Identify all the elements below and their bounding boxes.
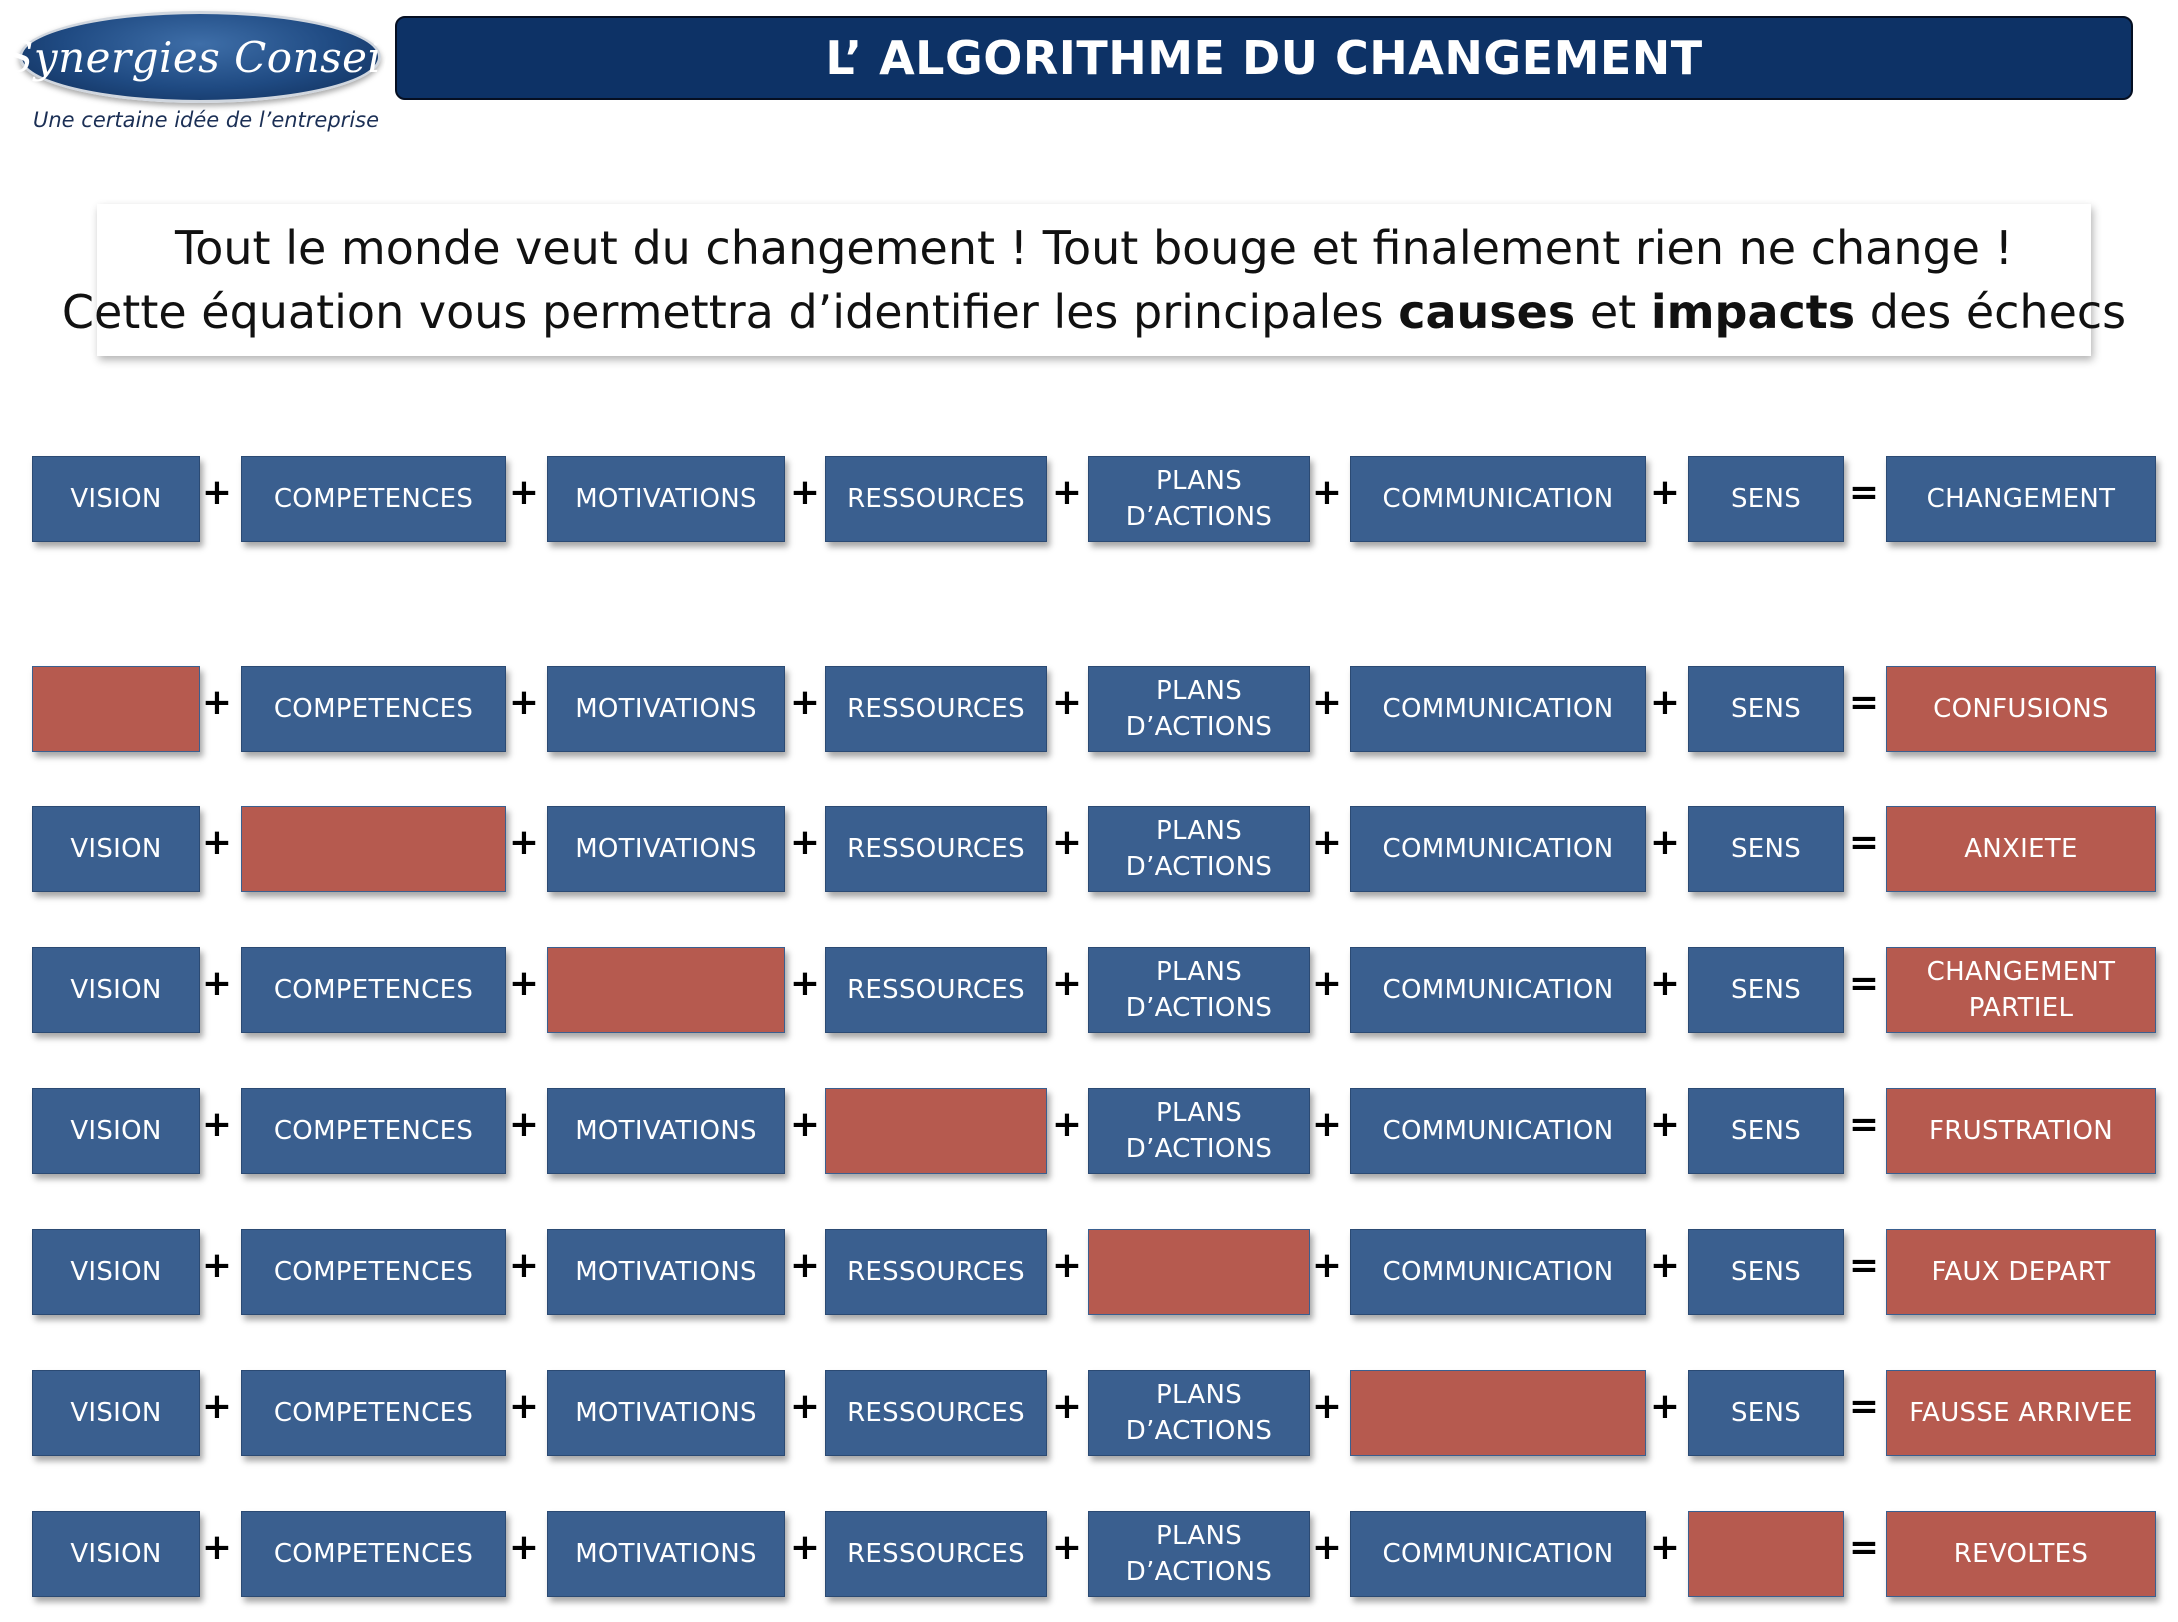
missing-competences-box xyxy=(241,806,506,892)
plus-operator: + xyxy=(201,1386,233,1427)
sens-box xyxy=(1688,666,1844,752)
plus-operator: + xyxy=(508,963,540,1004)
plus-operator: + xyxy=(789,1104,821,1145)
communication-box-label: COMMUNICATION xyxy=(1382,834,1614,864)
vision-box xyxy=(32,1511,200,1597)
plus-operator: + xyxy=(789,1527,821,1568)
plus-operator: + xyxy=(789,1386,821,1427)
plans-actions-box-label: PLANS D’ACTIONS xyxy=(1125,676,1273,742)
ressources-box xyxy=(825,1370,1047,1456)
motivations-box-label: MOTIVATIONS xyxy=(575,484,757,514)
sens-box-label: SENS xyxy=(1730,694,1802,724)
ressources-box xyxy=(825,1511,1047,1597)
plans-actions-box xyxy=(1088,1088,1310,1174)
competences-box xyxy=(241,456,506,542)
plus-operator: + xyxy=(789,822,821,863)
equals-operator: = xyxy=(1848,822,1880,863)
communication-box xyxy=(1350,1229,1646,1315)
sens-box-label: SENS xyxy=(1730,975,1802,1005)
sens-box-label: SENS xyxy=(1730,1116,1802,1146)
plus-operator: + xyxy=(1051,472,1083,513)
plus-operator: + xyxy=(201,963,233,1004)
vision-box-label: VISION xyxy=(70,1539,162,1569)
intro-line-2-mid: et xyxy=(1575,285,1651,339)
result-box xyxy=(1886,947,2156,1033)
motivations-box xyxy=(547,666,785,752)
plans-actions-box xyxy=(1088,666,1310,752)
result-box xyxy=(1886,1088,2156,1174)
intro-causes: causes xyxy=(1398,285,1576,339)
logo-name: Synergies Conseil xyxy=(4,32,396,82)
motivations-box xyxy=(547,806,785,892)
plus-operator: + xyxy=(789,682,821,723)
missing-vision-box xyxy=(32,666,200,752)
result-box-label: CHANGEMENT xyxy=(1926,484,2116,514)
competences-box xyxy=(241,666,506,752)
communication-box xyxy=(1350,1511,1646,1597)
plans-actions-box-label: PLANS D’ACTIONS xyxy=(1125,1521,1273,1587)
motivations-box xyxy=(547,456,785,542)
plus-operator: + xyxy=(1649,1104,1681,1145)
result-box-label: FAUSSE ARRIVEE xyxy=(1909,1398,2133,1428)
vision-box-label: VISION xyxy=(70,1116,162,1146)
vision-box xyxy=(32,947,200,1033)
logo-badge xyxy=(4,11,396,103)
plans-actions-box-label: PLANS D’ACTIONS xyxy=(1125,466,1273,532)
communication-box xyxy=(1350,666,1646,752)
motivations-box-label: MOTIVATIONS xyxy=(575,1116,757,1146)
plans-actions-box xyxy=(1088,1511,1310,1597)
competences-box-label: COMPETENCES xyxy=(273,1539,474,1569)
sens-box xyxy=(1688,947,1844,1033)
result-box-label: CHANGEMENT PARTIEL xyxy=(1926,957,2116,1023)
plus-operator: + xyxy=(508,822,540,863)
communication-box xyxy=(1350,456,1646,542)
plus-operator: + xyxy=(1649,1386,1681,1427)
competences-box-label: COMPETENCES xyxy=(273,975,474,1005)
communication-box-label: COMMUNICATION xyxy=(1382,1116,1614,1146)
plus-operator: + xyxy=(201,1104,233,1145)
communication-box-label: COMMUNICATION xyxy=(1382,975,1614,1005)
vision-box-label: VISION xyxy=(70,834,162,864)
motivations-box-label: MOTIVATIONS xyxy=(575,1398,757,1428)
equals-operator: = xyxy=(1848,682,1880,723)
ressources-box-label: RESSOURCES xyxy=(847,484,1025,514)
motivations-box xyxy=(547,1370,785,1456)
sens-box xyxy=(1688,1088,1844,1174)
missing-motivations-box xyxy=(547,947,785,1033)
ressources-box-label: RESSOURCES xyxy=(847,975,1025,1005)
plus-operator: + xyxy=(1649,1527,1681,1568)
ressources-box xyxy=(825,947,1047,1033)
intro-line-2-start: Cette équation vous permettra d’identifier les principales xyxy=(61,285,1399,339)
sens-box xyxy=(1688,1370,1844,1456)
plans-actions-box-label: PLANS D’ACTIONS xyxy=(1125,957,1273,1023)
plus-operator: + xyxy=(1311,963,1343,1004)
plus-operator: + xyxy=(1051,1245,1083,1286)
plans-actions-box-label: PLANS D’ACTIONS xyxy=(1125,1098,1273,1164)
plans-actions-box xyxy=(1088,947,1310,1033)
result-box-label: FAUX DEPART xyxy=(1931,1257,2111,1287)
plans-actions-box xyxy=(1088,806,1310,892)
ressources-box xyxy=(825,666,1047,752)
sens-box-label: SENS xyxy=(1730,834,1802,864)
ressources-box-label: RESSOURCES xyxy=(847,834,1025,864)
vision-box-label: VISION xyxy=(70,1257,162,1287)
company-logo xyxy=(4,8,396,136)
motivations-box xyxy=(547,1229,785,1315)
result-box-label: ANXIETE xyxy=(1964,834,2078,864)
plus-operator: + xyxy=(1649,822,1681,863)
communication-box-label: COMMUNICATION xyxy=(1382,1539,1614,1569)
motivations-box-label: MOTIVATIONS xyxy=(575,834,757,864)
competences-box-label: COMPETENCES xyxy=(273,1398,474,1428)
plus-operator: + xyxy=(1051,682,1083,723)
plus-operator: + xyxy=(1311,472,1343,513)
plus-operator: + xyxy=(789,472,821,513)
sens-box xyxy=(1688,806,1844,892)
equals-operator: = xyxy=(1848,1527,1880,1568)
motivations-box xyxy=(547,1511,785,1597)
vision-box xyxy=(32,1229,200,1315)
sens-box-label: SENS xyxy=(1730,1398,1802,1428)
plus-operator: + xyxy=(789,1245,821,1286)
ressources-box-label: RESSOURCES xyxy=(847,694,1025,724)
plus-operator: + xyxy=(201,472,233,513)
equals-operator: = xyxy=(1848,1245,1880,1286)
plans-actions-box-label: PLANS D’ACTIONS xyxy=(1125,816,1273,882)
plus-operator: + xyxy=(1311,1527,1343,1568)
vision-box-label: VISION xyxy=(70,484,162,514)
missing-plans-actions-box xyxy=(1088,1229,1310,1315)
plus-operator: + xyxy=(1311,1386,1343,1427)
plus-operator: + xyxy=(201,682,233,723)
title-bar xyxy=(395,16,2133,100)
plus-operator: + xyxy=(1649,682,1681,723)
result-box xyxy=(1886,456,2156,542)
sens-box-label: SENS xyxy=(1730,1257,1802,1287)
competences-box-label: COMPETENCES xyxy=(273,484,474,514)
plus-operator: + xyxy=(1311,682,1343,723)
result-box xyxy=(1886,1370,2156,1456)
vision-box-label: VISION xyxy=(70,1398,162,1428)
ressources-box xyxy=(825,456,1047,542)
logo-tagline: Une certaine idée de l’entreprise xyxy=(33,108,380,132)
missing-ressources-box xyxy=(825,1088,1047,1174)
motivations-box xyxy=(547,1088,785,1174)
plus-operator: + xyxy=(508,472,540,513)
competences-box xyxy=(241,1088,506,1174)
competences-box xyxy=(241,1511,506,1597)
plus-operator: + xyxy=(1649,963,1681,1004)
intro-line-2 xyxy=(62,280,2126,344)
competences-box xyxy=(241,1229,506,1315)
plans-actions-box xyxy=(1088,456,1310,542)
result-box-label: FRUSTRATION xyxy=(1929,1116,2113,1146)
intro-line-1: Tout le monde veut du changement ! Tout bouge et finalement rien ne change ! xyxy=(174,221,2014,275)
motivations-box-label: MOTIVATIONS xyxy=(575,1539,757,1569)
plus-operator: + xyxy=(201,1527,233,1568)
result-box xyxy=(1886,806,2156,892)
vision-box xyxy=(32,806,200,892)
plus-operator: + xyxy=(1311,1104,1343,1145)
plus-operator: + xyxy=(508,1386,540,1427)
result-box-label: REVOLTES xyxy=(1953,1539,2089,1569)
intro-line-2-end: des échecs xyxy=(1855,285,2127,339)
competences-box-label: COMPETENCES xyxy=(273,1257,474,1287)
plus-operator: + xyxy=(1051,963,1083,1004)
result-box-label: CONFUSIONS xyxy=(1933,694,2109,724)
equals-operator: = xyxy=(1848,963,1880,1004)
vision-box xyxy=(32,456,200,542)
plus-operator: + xyxy=(1311,1245,1343,1286)
plus-operator: + xyxy=(201,1245,233,1286)
result-box xyxy=(1886,1511,2156,1597)
ressources-box-label: RESSOURCES xyxy=(847,1398,1025,1428)
plus-operator: + xyxy=(1051,1527,1083,1568)
result-box xyxy=(1886,1229,2156,1315)
plus-operator: + xyxy=(508,1104,540,1145)
communication-box-label: COMMUNICATION xyxy=(1382,484,1614,514)
plus-operator: + xyxy=(1311,822,1343,863)
page-title: L’ ALGORITHME DU CHANGEMENT xyxy=(825,31,1703,85)
vision-box xyxy=(32,1370,200,1456)
plus-operator: + xyxy=(1051,1104,1083,1145)
competences-box xyxy=(241,947,506,1033)
competences-box xyxy=(241,1370,506,1456)
missing-sens-box xyxy=(1688,1511,1844,1597)
plus-operator: + xyxy=(1649,472,1681,513)
sens-box xyxy=(1688,456,1844,542)
intro-impacts: impacts xyxy=(1650,285,1856,339)
plus-operator: + xyxy=(508,1245,540,1286)
motivations-box-label: MOTIVATIONS xyxy=(575,1257,757,1287)
communication-box xyxy=(1350,806,1646,892)
plus-operator: + xyxy=(1051,1386,1083,1427)
ressources-box-label: RESSOURCES xyxy=(847,1257,1025,1287)
communication-box xyxy=(1350,947,1646,1033)
plus-operator: + xyxy=(789,963,821,1004)
equals-operator: = xyxy=(1848,1104,1880,1145)
sens-box-label: SENS xyxy=(1730,484,1802,514)
competences-box-label: COMPETENCES xyxy=(273,694,474,724)
communication-box-label: COMMUNICATION xyxy=(1382,694,1614,724)
vision-box-label: VISION xyxy=(70,975,162,1005)
ressources-box xyxy=(825,806,1047,892)
intro-box xyxy=(61,204,2127,356)
ressources-box xyxy=(825,1229,1047,1315)
sens-box xyxy=(1688,1229,1844,1315)
result-box xyxy=(1886,666,2156,752)
plans-actions-box xyxy=(1088,1370,1310,1456)
communication-box-label: COMMUNICATION xyxy=(1382,1257,1614,1287)
equals-operator: = xyxy=(1848,472,1880,513)
plus-operator: + xyxy=(201,822,233,863)
plus-operator: + xyxy=(1051,822,1083,863)
plus-operator: + xyxy=(1649,1245,1681,1286)
equals-operator: = xyxy=(1848,1386,1880,1427)
missing-communication-box xyxy=(1350,1370,1646,1456)
communication-box xyxy=(1350,1088,1646,1174)
plans-actions-box-label: PLANS D’ACTIONS xyxy=(1125,1380,1273,1446)
competences-box-label: COMPETENCES xyxy=(273,1116,474,1146)
ressources-box-label: RESSOURCES xyxy=(847,1539,1025,1569)
motivations-box-label: MOTIVATIONS xyxy=(575,694,757,724)
plus-operator: + xyxy=(508,682,540,723)
plus-operator: + xyxy=(508,1527,540,1568)
vision-box xyxy=(32,1088,200,1174)
